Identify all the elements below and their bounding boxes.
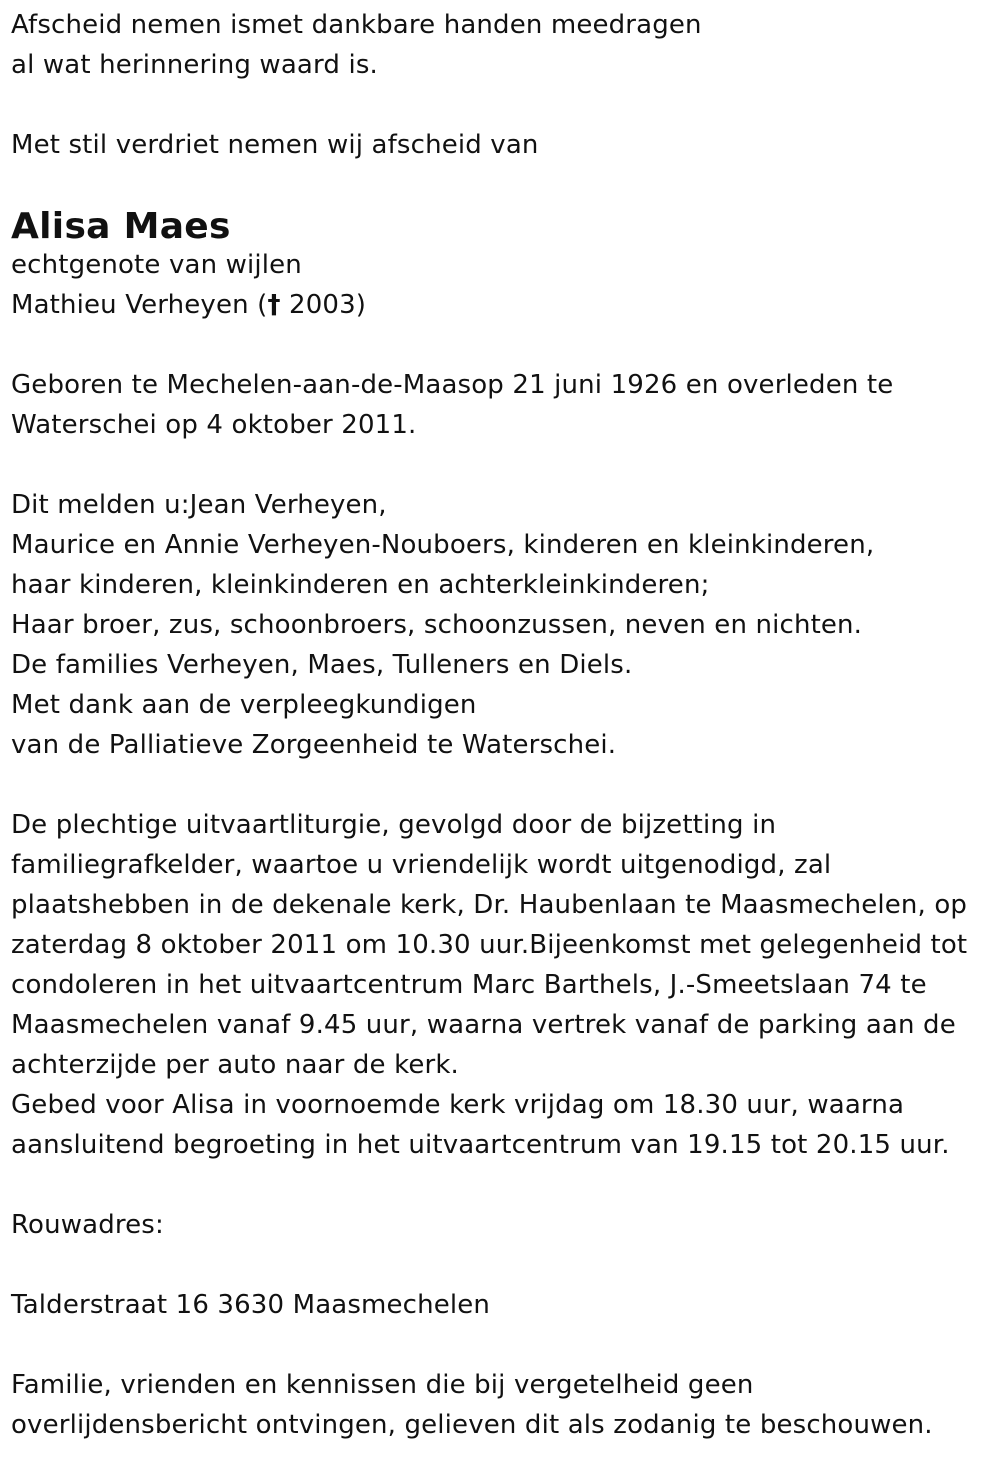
ceremony-line: familiegrafkelder, waartoe u vriendelijk wordt uitgenodigd, zal [11, 850, 832, 880]
ceremony-line: De plechtige uitvaartliturgie, gevolgd door de bijzetting in [11, 810, 777, 840]
ceremony-paragraph [11, 805, 991, 1165]
ceremony-line: Gebed voor Alisa in voornoemde kerk vrijdag om 18.30 uur, waarna [11, 1090, 905, 1120]
ceremony-line: Maasmechelen vanaf 9.45 uur, waarna vertrek vanaf de parking aan de [11, 1010, 956, 1040]
family-paragraph [11, 485, 991, 765]
intro-quote-line: al wat herinnering waard is. [11, 50, 378, 80]
closing-paragraph [11, 1365, 991, 1445]
spacer [11, 765, 991, 805]
family-line: Met dank aan de verpleegkundigen [11, 690, 477, 720]
birth-death-paragraph [11, 365, 991, 445]
address-label: Rouwadres: [11, 1210, 164, 1240]
announcement-text: Met stil verdriet nemen wij afscheid van [11, 130, 539, 160]
mourning-address: Talderstraat 16 3630 Maasmechelen [11, 1290, 491, 1320]
family-line: Haar broer, zus, schoonbroers, schoonzussen, neven en nichten. [11, 610, 863, 640]
spouse-death-year: 2003) [280, 290, 367, 320]
cross-icon: † [267, 290, 281, 320]
obituary-notice [11, 5, 991, 1445]
family-line: Maurice en Annie Verheyen-Nouboers, kinderen en kleinkinderen, [11, 530, 875, 560]
ceremony-line: condoleren in het uitvaartcentrum Marc Barthels, J.-Smeetslaan 74 te [11, 970, 927, 1000]
ceremony-line: aansluitend begroeting in het uitvaartcentrum van 19.15 tot 20.15 uur. [11, 1130, 950, 1160]
spacer [11, 85, 991, 125]
spacer [11, 1245, 991, 1285]
family-line: haar kinderen, kleinkinderen en achterkleinkinderen; [11, 570, 710, 600]
ceremony-line: zaterdag 8 oktober 2011 om 10.30 uur.Bijeenkomst met gelegenheid tot [11, 930, 968, 960]
relation-text: echtgenote van wijlen [11, 250, 302, 280]
spacer [11, 445, 991, 485]
spouse-name: Mathieu Verheyen ( [11, 290, 268, 320]
spacer [11, 325, 991, 365]
spacer [11, 1325, 991, 1365]
family-line: van de Palliatieve Zorgeenheid te Waterschei. [11, 730, 617, 760]
closing-line: Familie, vrienden en kennissen die bij vergetelheid geen [11, 1370, 754, 1400]
ceremony-line: achterzijde per auto naar de kerk. [11, 1050, 459, 1080]
birth-death-line: Waterschei op 4 oktober 2011. [11, 410, 417, 440]
family-line: De families Verheyen, Maes, Tulleners en Diels. [11, 650, 633, 680]
family-line: Dit melden u:Jean Verheyen, [11, 490, 387, 520]
deceased-name: Alisa Maes [11, 206, 231, 247]
ceremony-line: plaatshebben in de dekenale kerk, Dr. Haubenlaan te Maasmechelen, op [11, 890, 968, 920]
intro-quote [11, 5, 991, 85]
spacer [11, 165, 991, 205]
birth-death-line: Geboren te Mechelen-aan-de-Maasop 21 juni 1926 en overleden te [11, 370, 894, 400]
spouse-line [11, 285, 991, 325]
spacer [11, 1165, 991, 1205]
intro-quote-line: Afscheid nemen ismet dankbare handen meedragen [11, 10, 702, 40]
closing-line: overlijdensbericht ontvingen, gelieven dit als zodanig te beschouwen. [11, 1410, 933, 1440]
